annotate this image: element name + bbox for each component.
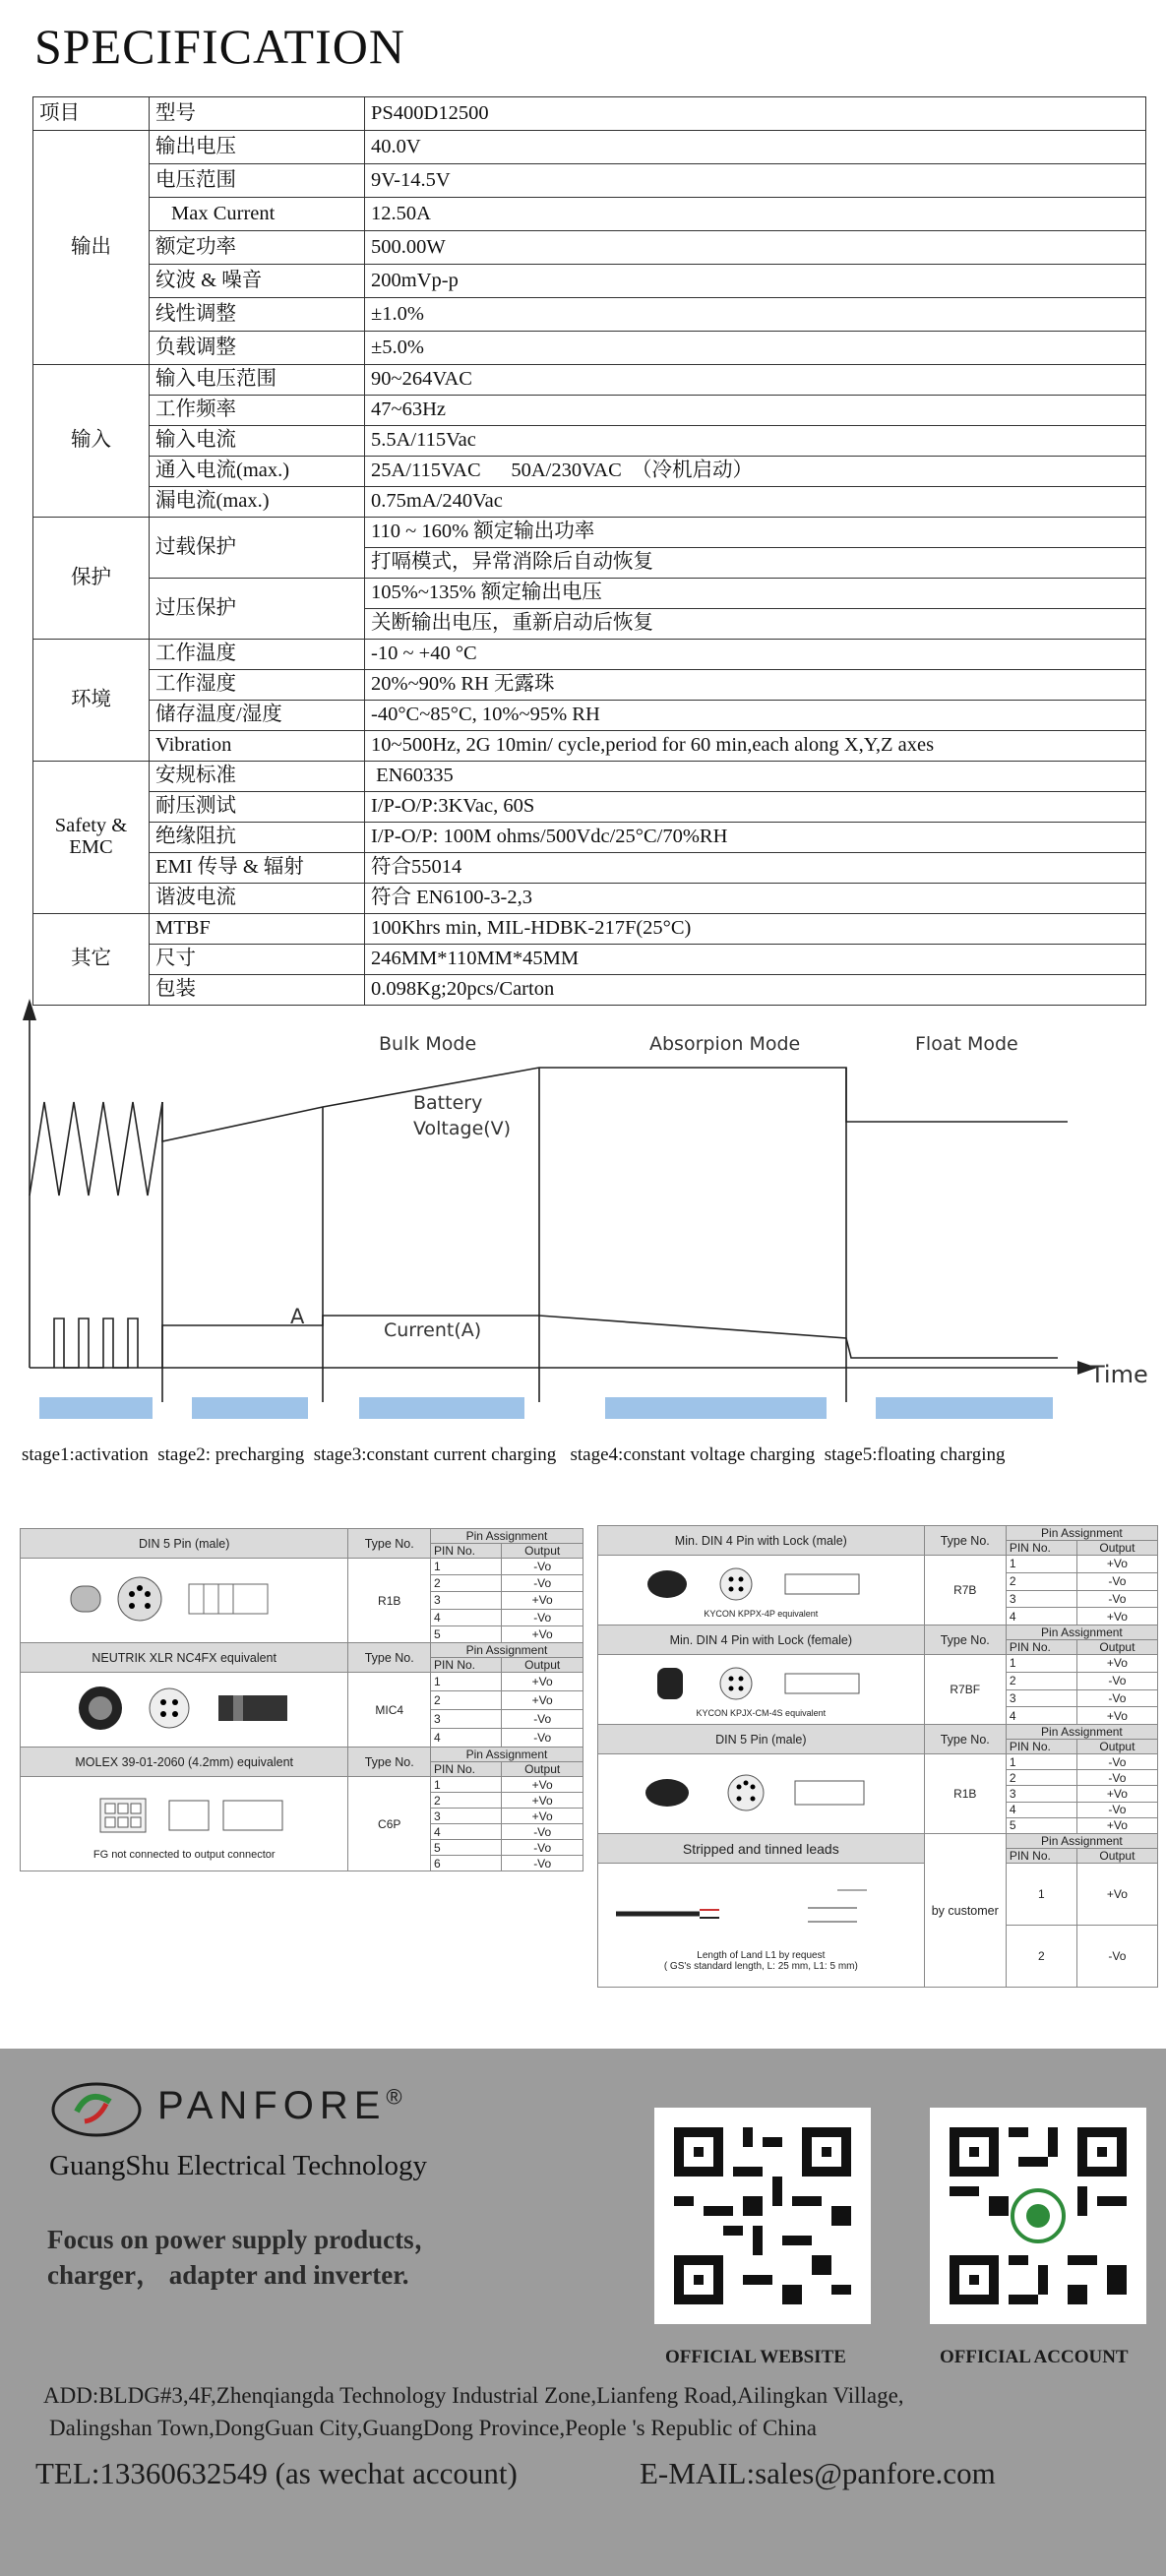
battery-label: Battery xyxy=(413,1092,483,1114)
kycon-note: KYCON KPJX-CM-4S equivalent xyxy=(696,1707,827,1718)
stage-markers xyxy=(39,1397,1053,1419)
spec-item-label: 负载调整 xyxy=(150,332,365,365)
spec-value: 100Khrs min, MIL-HDBK-217F(25°C) xyxy=(365,914,1146,945)
xlr-connector-image xyxy=(21,1673,348,1748)
pin-number: 3 xyxy=(1006,1786,1076,1802)
pin-assignment-header: Pin Assignment xyxy=(431,1529,583,1544)
address-line-2: Dalingshan Town,DongGuan City,GuangDong Province,People 's Republic of China xyxy=(49,2416,817,2440)
pin-no-header: PIN No. xyxy=(1006,1541,1076,1556)
registered-mark: ® xyxy=(386,2084,402,2110)
type-header: Type No. xyxy=(924,1526,1006,1556)
stages-caption: stage1:activation stage2: precharging stage3:constant current charging stage4:constant voltage charging stage5:floating charging xyxy=(22,1444,1006,1465)
pin-number: 6 xyxy=(431,1856,502,1871)
pin-output: -Vo xyxy=(502,1840,583,1856)
mini-din-male-icon xyxy=(638,1563,884,1606)
type-value: by customer xyxy=(924,1834,1006,1988)
address-line-1: ADD:BLDG#3,4F,Zhenqiangda Technology Industrial Zone,Lianfeng Road,Ailingkan Village, xyxy=(43,2383,904,2408)
spec-value: 40.0V xyxy=(365,131,1146,164)
address xyxy=(43,2379,904,2444)
connector-title: NEUTRIK XLR NC4FX equivalent xyxy=(21,1643,348,1673)
spec-value: I/P-O/P:3KVac, 60S xyxy=(365,792,1146,823)
stripped-leads-image xyxy=(598,1864,925,1988)
pin-output: -Vo xyxy=(1076,1689,1157,1707)
mini-din-female-image xyxy=(598,1655,925,1725)
stage-marker xyxy=(359,1397,524,1419)
spec-model-value: PS400D12500 xyxy=(365,97,1146,131)
brand-name xyxy=(157,2084,402,2128)
pin-output: -Vo xyxy=(502,1575,583,1592)
pin-output: -Vo xyxy=(502,1609,583,1625)
spec-value: 0.75mA/240Vac xyxy=(365,487,1146,518)
spec-item-label: 额定功率 xyxy=(150,231,365,265)
spec-item-label: 工作频率 xyxy=(150,396,365,426)
pin-no-header: PIN No. xyxy=(1006,1849,1076,1864)
bulk-mode-label: Bulk Mode xyxy=(379,1033,477,1055)
pin-output: -Vo xyxy=(1076,1590,1157,1608)
spec-item-label: 过载保护 xyxy=(150,518,365,579)
pin-number: 2 xyxy=(1006,1926,1076,1988)
pin-table-right xyxy=(597,1525,1158,1988)
spec-item-label: 储存温度/湿度 xyxy=(150,701,365,731)
spec-value: ±1.0% xyxy=(365,298,1146,332)
output-header: Output xyxy=(1076,1541,1157,1556)
spec-item-label: Vibration xyxy=(150,731,365,762)
spec-value: 246MM*110MM*45MM xyxy=(365,945,1146,975)
connector-title: DIN 5 Pin (male) xyxy=(598,1725,925,1754)
pin-assignment-header: Pin Assignment xyxy=(1006,1526,1157,1541)
type-value: R7B xyxy=(924,1556,1006,1625)
account-label: OFFICIAL ACCOUNT xyxy=(940,2347,1129,2367)
spec-value: 47~63Hz xyxy=(365,396,1146,426)
qr-code-icon xyxy=(654,2108,871,2324)
spec-value: 20%~90% RH 无露珠 xyxy=(365,670,1146,701)
din5-plug-icon xyxy=(61,1564,307,1633)
connector-title: Stripped and tinned leads xyxy=(598,1834,925,1864)
spec-value: 105%~135% 额定输出电压 xyxy=(365,579,1146,609)
kycon-note: KYCON KPPX-4P equivalent xyxy=(704,1608,819,1619)
stage-marker xyxy=(39,1397,153,1419)
spec-value: 500.00W xyxy=(365,231,1146,265)
pin-output: +Vo xyxy=(502,1592,583,1609)
spec-group-safety: Safety & EMC xyxy=(33,762,150,914)
stage-marker xyxy=(605,1397,827,1419)
focus-line-1: Focus on power supply products， xyxy=(47,2225,441,2254)
spec-group-output: 输出 xyxy=(33,131,150,365)
pin-number: 2 xyxy=(1006,1672,1076,1689)
pin-output: -Vo xyxy=(502,1559,583,1575)
pin-assignment-header: Pin Assignment xyxy=(431,1643,583,1658)
stage-marker xyxy=(192,1397,308,1419)
spec-value: 符合 EN6100-3-2,3 xyxy=(365,884,1146,914)
telephone: TEL:13360632549 (as wechat account) xyxy=(35,2456,518,2490)
pin-number: 3 xyxy=(431,1592,502,1609)
time-label: Time xyxy=(1090,1361,1148,1388)
activation-zigzag xyxy=(30,1102,162,1196)
spec-item-label: 包装 xyxy=(150,975,365,1006)
pin-number: 5 xyxy=(431,1625,502,1642)
charging-curve-diagram xyxy=(20,999,1161,1422)
spec-item-label: 工作温度 xyxy=(150,640,365,670)
page-title: SPECIFICATION xyxy=(34,19,405,74)
pin-output: -Vo xyxy=(1076,1802,1157,1817)
length-note: Length of Land L1 by request xyxy=(697,1950,826,1961)
output-header: Output xyxy=(502,1544,583,1559)
pin-number: 1 xyxy=(1006,1864,1076,1926)
spec-group-label: 项目 xyxy=(33,97,150,131)
pin-number: 3 xyxy=(1006,1689,1076,1707)
connector-title: Min. DIN 4 Pin with Lock (male) xyxy=(598,1526,925,1556)
din5-connector-image xyxy=(598,1754,925,1834)
molex-note: FG not connected to output connector xyxy=(92,1849,276,1861)
pin-output: +Vo xyxy=(502,1625,583,1642)
pin-no-header: PIN No. xyxy=(1006,1740,1076,1754)
spec-item-label: 工作湿度 xyxy=(150,670,365,701)
spec-value: I/P-O/P: 100M ohms/500Vdc/25°C/70%RH xyxy=(365,823,1146,853)
spec-value: 12.50A xyxy=(365,198,1146,231)
spec-group-environment: 环境 xyxy=(33,640,150,762)
pin-number: 1 xyxy=(431,1673,502,1691)
spec-value: 10~500Hz, 2G 10min/ cycle,period for 60 min,each along X,Y,Z axes xyxy=(365,731,1146,762)
pin-output: +Vo xyxy=(1076,1786,1157,1802)
pin-no-header: PIN No. xyxy=(431,1544,502,1559)
pin-output: +Vo xyxy=(1076,1864,1157,1926)
spec-table xyxy=(32,96,1146,1006)
spec-group-input: 输入 xyxy=(33,365,150,518)
molex-connector-image xyxy=(21,1777,348,1871)
connector-title: MOLEX 39-01-2060 (4.2mm) equivalent xyxy=(21,1748,348,1777)
current-label: Current(A) xyxy=(384,1319,482,1341)
precharge-pulses xyxy=(54,1319,138,1368)
spec-item-label: 漏电流(max.) xyxy=(150,487,365,518)
company-name: GuangShu Electrical Technology xyxy=(49,2150,427,2181)
output-header: Output xyxy=(1076,1640,1157,1655)
spec-value: 25A/115VAC 50A/230VAC （冷机启动） xyxy=(365,457,1146,487)
spec-item-label: 谐波电流 xyxy=(150,884,365,914)
din5-plug-icon xyxy=(638,1763,884,1822)
pin-number: 4 xyxy=(1006,1707,1076,1725)
spec-item-label: 尺寸 xyxy=(150,945,365,975)
type-value: MIC4 xyxy=(348,1673,431,1748)
spec-item-label: 型号 xyxy=(150,97,365,131)
pin-number: 4 xyxy=(431,1729,502,1748)
email[interactable]: E-MAIL:sales@panfore.com xyxy=(640,2456,996,2490)
spec-value: -40°C~85°C, 10%~95% RH xyxy=(365,701,1146,731)
din5-connector-image xyxy=(21,1559,348,1643)
pin-number: 2 xyxy=(1006,1572,1076,1590)
mini-din-female-icon xyxy=(638,1662,884,1705)
spec-item-label: 通入电流(max.) xyxy=(150,457,365,487)
connector-title: DIN 5 Pin (male) xyxy=(21,1529,348,1559)
spec-item-label: Max Current xyxy=(150,198,365,231)
account-qr-code[interactable] xyxy=(930,2108,1146,2324)
pin-number: 1 xyxy=(1006,1556,1076,1573)
pin-output: +Vo xyxy=(1076,1608,1157,1625)
focus-text xyxy=(47,2222,441,2293)
voltage-label: Voltage(V) xyxy=(413,1118,512,1139)
pin-number: 4 xyxy=(1006,1608,1076,1625)
spec-value: 5.5A/115Vac xyxy=(365,426,1146,457)
pin-number: 2 xyxy=(431,1793,502,1809)
stripped-leads-icon xyxy=(601,1878,906,1947)
float-mode-label: Float Mode xyxy=(915,1033,1018,1055)
output-header: Output xyxy=(1076,1849,1157,1864)
spec-value: 打嗝模式，异常消除后自动恢复 xyxy=(365,548,1146,579)
type-header: Type No. xyxy=(348,1643,431,1673)
pin-output: +Vo xyxy=(1076,1817,1157,1833)
spec-header-row xyxy=(33,97,1146,131)
pin-number: 1 xyxy=(431,1777,502,1793)
type-value: C6P xyxy=(348,1777,431,1871)
pin-number: 2 xyxy=(431,1691,502,1710)
molex-plug-icon xyxy=(61,1787,307,1846)
focus-line-2: charger， adapter and inverter. xyxy=(47,2260,409,2290)
spec-value: 200mVp-p xyxy=(365,265,1146,298)
pin-output: -Vo xyxy=(502,1729,583,1748)
output-header: Output xyxy=(502,1762,583,1777)
pin-assignment-header: Pin Assignment xyxy=(431,1748,583,1762)
type-value: R1B xyxy=(924,1754,1006,1834)
type-header: Type No. xyxy=(924,1625,1006,1655)
qr-code-icon xyxy=(930,2108,1146,2324)
pin-output: +Vo xyxy=(502,1793,583,1809)
spec-value: 9V-14.5V xyxy=(365,164,1146,198)
spec-item-label: 过压保护 xyxy=(150,579,365,640)
xlr-plug-icon xyxy=(61,1678,307,1739)
spec-item-label: 输入电压范围 xyxy=(150,365,365,396)
voltage-curve xyxy=(162,1068,1068,1141)
pin-number: 2 xyxy=(431,1575,502,1592)
pin-number: 3 xyxy=(431,1710,502,1729)
spec-value: ±5.0% xyxy=(365,332,1146,365)
mini-din-male-image xyxy=(598,1556,925,1625)
type-value: R7BF xyxy=(924,1655,1006,1725)
spec-value: 0.098Kg;20pcs/Carton xyxy=(365,975,1146,1006)
pin-output: +Vo xyxy=(502,1691,583,1710)
pin-output: -Vo xyxy=(1076,1926,1157,1988)
pin-assignment-header: Pin Assignment xyxy=(1006,1625,1157,1640)
spec-value: 符合55014 xyxy=(365,853,1146,884)
pin-output: -Vo xyxy=(1076,1770,1157,1786)
website-qr-code[interactable] xyxy=(654,2108,871,2324)
pin-output: -Vo xyxy=(502,1824,583,1840)
type-header: Type No. xyxy=(924,1725,1006,1754)
y-axis-arrow xyxy=(23,999,36,1020)
connector-title: Min. DIN 4 Pin with Lock (female) xyxy=(598,1625,925,1655)
pin-no-header: PIN No. xyxy=(1006,1640,1076,1655)
pin-number: 4 xyxy=(1006,1802,1076,1817)
pin-number: 5 xyxy=(1006,1817,1076,1833)
spec-item-label: MTBF xyxy=(150,914,365,945)
pin-output: -Vo xyxy=(502,1710,583,1729)
website-label: OFFICIAL WEBSITE xyxy=(665,2347,846,2367)
pin-number: 5 xyxy=(431,1840,502,1856)
pin-number: 3 xyxy=(1006,1590,1076,1608)
pin-output: +Vo xyxy=(502,1809,583,1824)
spec-item-label: 绝缘阻抗 xyxy=(150,823,365,853)
spec-item-label: 耐压测试 xyxy=(150,792,365,823)
a-label: A xyxy=(290,1305,305,1328)
pin-number: 3 xyxy=(431,1809,502,1824)
spec-item-label: 纹波 & 噪音 xyxy=(150,265,365,298)
spec-group-other: 其它 xyxy=(33,914,150,1006)
pin-output: +Vo xyxy=(1076,1556,1157,1573)
spec-value: 90~264VAC xyxy=(365,365,1146,396)
brand-text: PANFORE xyxy=(157,2084,387,2127)
spec-item-label: 电压范围 xyxy=(150,164,365,198)
spec-item-label: 安规标准 xyxy=(150,762,365,792)
stage-marker xyxy=(876,1397,1053,1419)
pin-output: -Vo xyxy=(1076,1572,1157,1590)
pin-output: +Vo xyxy=(1076,1655,1157,1673)
pin-no-header: PIN No. xyxy=(431,1658,502,1673)
absorption-mode-label: Absorpion Mode xyxy=(649,1033,801,1055)
pin-output: -Vo xyxy=(1076,1754,1157,1770)
standard-length-note: ( GS's standard length, L: 25 mm, L1: 5 mm) xyxy=(663,1961,858,1972)
spec-value: EN60335 xyxy=(365,762,1146,792)
output-header: Output xyxy=(502,1658,583,1673)
type-header: Type No. xyxy=(348,1529,431,1559)
type-header: Type No. xyxy=(348,1748,431,1777)
pin-output: +Vo xyxy=(502,1673,583,1691)
pin-number: 1 xyxy=(431,1559,502,1575)
pin-assignment-header: Pin Assignment xyxy=(1006,1725,1157,1740)
pin-output: -Vo xyxy=(1076,1672,1157,1689)
pin-number: 4 xyxy=(431,1609,502,1625)
spec-group-protection: 保护 xyxy=(33,518,150,640)
spec-item-label: 线性调整 xyxy=(150,298,365,332)
gs-logo-icon xyxy=(47,2078,146,2141)
spec-item-label: EMI 传导 & 辐射 xyxy=(150,853,365,884)
pin-number: 1 xyxy=(1006,1754,1076,1770)
pin-output: -Vo xyxy=(502,1856,583,1871)
spec-value: 关断输出电压，重新启动后恢复 xyxy=(365,609,1146,640)
spec-value: -10 ~ +40 °C xyxy=(365,640,1146,670)
pin-assignment-header: Pin Assignment xyxy=(1006,1834,1157,1849)
pin-output: +Vo xyxy=(502,1777,583,1793)
pin-table-left xyxy=(20,1528,583,1871)
pin-no-header: PIN No. xyxy=(431,1762,502,1777)
spec-item-label: 输出电压 xyxy=(150,131,365,164)
pin-number: 1 xyxy=(1006,1655,1076,1673)
pin-output: +Vo xyxy=(1076,1707,1157,1725)
output-header: Output xyxy=(1076,1740,1157,1754)
type-value: R1B xyxy=(348,1559,431,1643)
pin-number: 2 xyxy=(1006,1770,1076,1786)
pin-number: 4 xyxy=(431,1824,502,1840)
spec-value: 110 ~ 160% 额定输出功率 xyxy=(365,518,1146,548)
spec-item-label: 输入电流 xyxy=(150,426,365,457)
